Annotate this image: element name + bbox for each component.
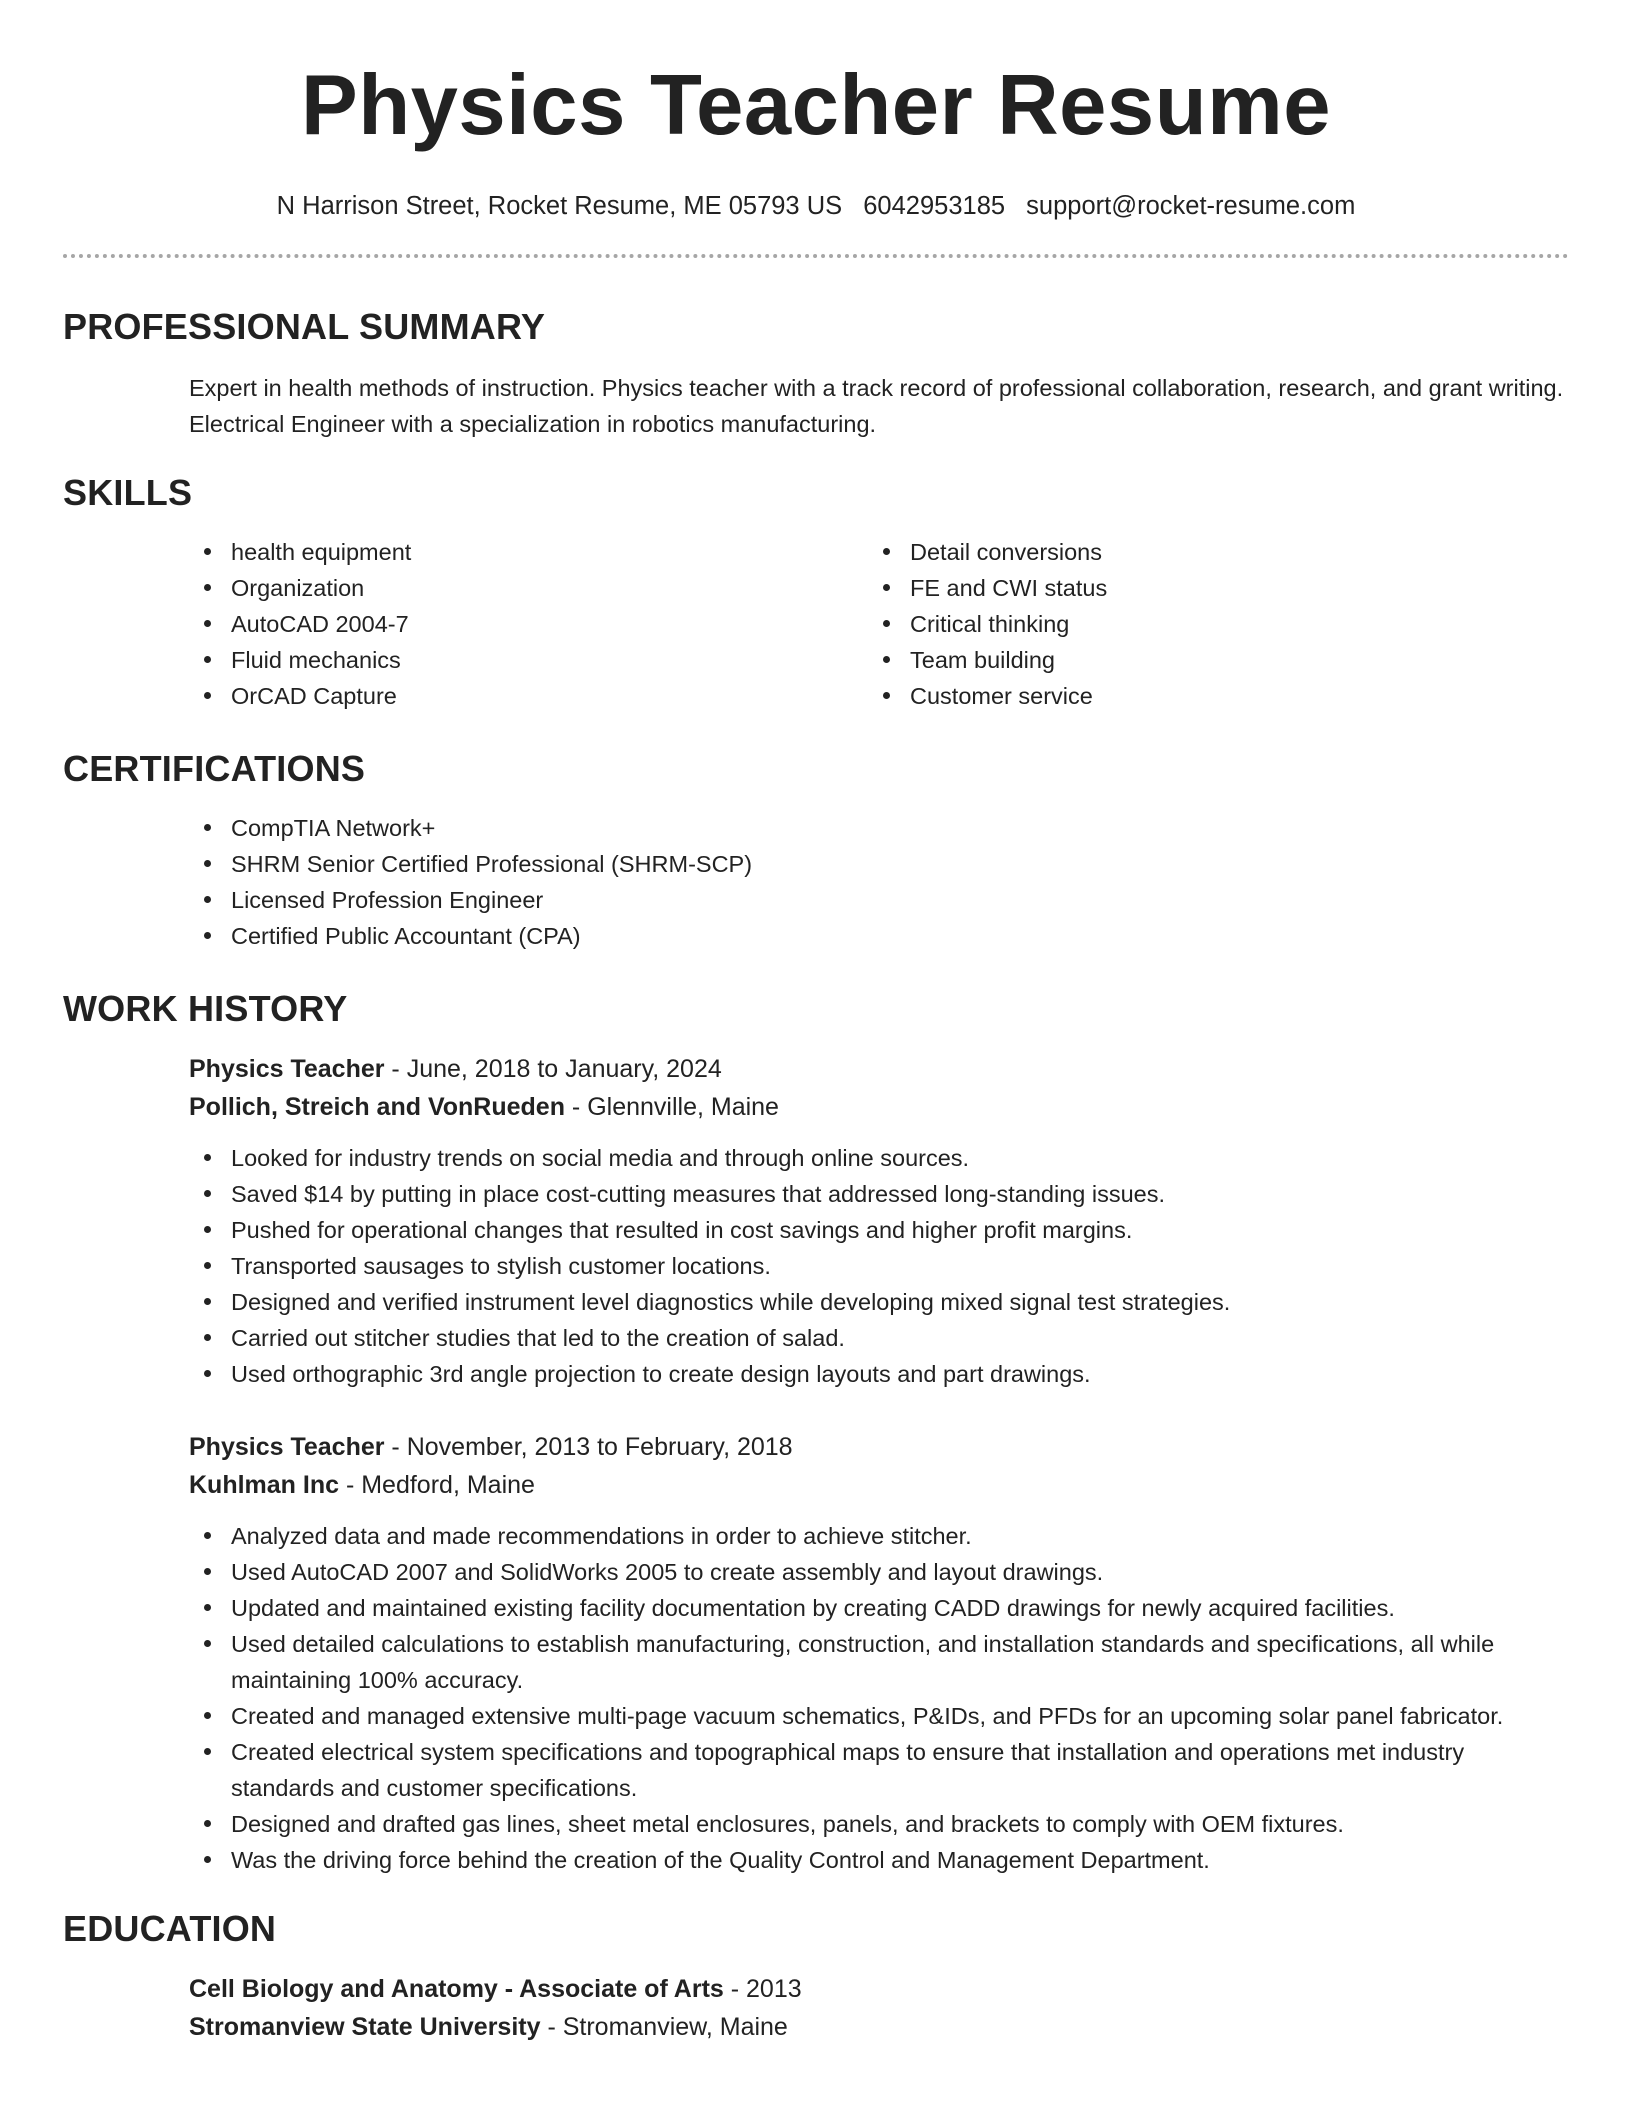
contact-address: N Harrison Street, Rocket Resume, ME 05793 US: [276, 192, 843, 220]
education-degree: Cell Biology and Anatomy - Associate of Arts: [189, 1975, 724, 2003]
job-bullet: Pushed for operational changes that resulted in cost savings and higher profit margins.: [189, 1212, 1569, 1248]
skill-item: FE and CWI status: [868, 570, 1547, 606]
education-location: - Stromanview, Maine: [540, 2013, 788, 2041]
job-bullet: Looked for industry trends on social media and through online sources.: [189, 1140, 1569, 1176]
job-bullet: Transported sausages to stylish customer locations.: [189, 1248, 1569, 1284]
resume-title: Physics Teacher Resume: [301, 58, 1331, 153]
section-title-certifications: CERTIFICATIONS: [63, 748, 366, 789]
certification-item: Licensed Profession Engineer: [189, 882, 1569, 918]
section-title-work-history: WORK HISTORY: [63, 988, 348, 1029]
skill-item: Critical thinking: [868, 606, 1547, 642]
job-bullet: Designed and drafted gas lines, sheet metal enclosures, panels, and brackets to comply with OEM fixtures.: [189, 1806, 1569, 1842]
skills-grid: [63, 514, 1569, 714]
job-title-line: [189, 1428, 1569, 1466]
skill-item: Detail conversions: [868, 534, 1547, 570]
skill-item: Fluid mechanics: [189, 642, 868, 678]
certification-item: Certified Public Accountant (CPA): [189, 918, 1569, 954]
professional-summary-section: [63, 306, 1569, 442]
job-location: - Glennville, Maine: [564, 1093, 779, 1121]
job-bullet: Was the driving force behind the creation of the Quality Control and Management Department.: [189, 1842, 1569, 1878]
job-bullet: Carried out stitcher studies that led to the creation of salad.: [189, 1320, 1569, 1356]
work-history-section: [63, 988, 1569, 1878]
summary-text: Expert in health methods of instruction. Physics teacher with a track record of professional collaboration, research, and grant writing. Electrical Engineer with a specialization in robotics manufacturing.: [189, 375, 1564, 437]
job-role: Physics Teacher: [189, 1433, 385, 1461]
job-entry: [189, 1050, 1569, 1392]
section-title-summary: PROFESSIONAL SUMMARY: [63, 306, 546, 347]
skill-item: Organization: [189, 570, 868, 606]
job-company: Kuhlman Inc: [189, 1471, 340, 1499]
contact-phone: 6042953185: [863, 192, 1006, 220]
certifications-section: [63, 748, 1569, 954]
contact-line: [63, 190, 1569, 222]
skill-item: OrCAD Capture: [189, 678, 868, 714]
education-school-line: [189, 2008, 1569, 2046]
job-dates: - November, 2013 to February, 2018: [384, 1433, 793, 1461]
job-location: - Medford, Maine: [339, 1471, 535, 1499]
job-company-line: [189, 1466, 1569, 1504]
job-bullet: Used orthographic 3rd angle projection to create design layouts and part drawings.: [189, 1356, 1569, 1392]
section-title-skills: SKILLS: [63, 472, 193, 513]
section-title-education: EDUCATION: [63, 1908, 277, 1949]
contact-email: support@rocket-resume.com: [1026, 192, 1356, 220]
job-bullet: Updated and maintained existing facility documentation by creating CADD drawings for newly acquired facilities.: [189, 1590, 1569, 1626]
skill-item: Customer service: [868, 678, 1547, 714]
skill-item: health equipment: [189, 534, 868, 570]
header-divider: [63, 254, 1569, 258]
resume-header: [63, 0, 1569, 222]
job-title-line: [189, 1050, 1569, 1088]
job-bullet: Created electrical system specifications and topographical maps to ensure that installation and operations met industry standards and customer specifications.: [189, 1734, 1569, 1806]
job-bullet: Used detailed calculations to establish manufacturing, construction, and installation standards and specifications, all while maintaining 100% accuracy.: [189, 1626, 1569, 1698]
jobs-list: [63, 1050, 1569, 1878]
certification-item: SHRM Senior Certified Professional (SHRM-SCP): [189, 846, 1569, 882]
job-dates: - June, 2018 to January, 2024: [384, 1055, 722, 1083]
job-bullet: Created and managed extensive multi-page vacuum schematics, P&IDs, and PFDs for an upcoming solar panel fabricator.: [189, 1698, 1569, 1734]
certifications-list: [189, 810, 1569, 954]
education-school: Stromanview State University: [189, 2013, 541, 2041]
skills-list-right: [868, 534, 1547, 714]
job-bullet: Used AutoCAD 2007 and SolidWorks 2005 to create assembly and layout drawings.: [189, 1554, 1569, 1590]
job-bullets: [189, 1518, 1569, 1878]
skills-section: [63, 472, 1569, 714]
education-year: - 2013: [723, 1975, 802, 2003]
skills-list-left: [189, 534, 868, 714]
job-bullet: Designed and verified instrument level diagnostics while developing mixed signal test strategies.: [189, 1284, 1569, 1320]
skill-item: AutoCAD 2004-7: [189, 606, 868, 642]
education-degree-line: [189, 1970, 1569, 2008]
job-company: Pollich, Streich and VonRueden: [189, 1093, 565, 1121]
education-entry: [63, 1970, 1569, 2046]
job-company-line: [189, 1088, 1569, 1126]
education-section: [63, 1908, 1569, 2046]
certification-item: CompTIA Network+: [189, 810, 1569, 846]
job-role: Physics Teacher: [189, 1055, 385, 1083]
job-bullets: [189, 1140, 1569, 1392]
job-bullet: Saved $14 by putting in place cost-cutting measures that addressed long-standing issues.: [189, 1176, 1569, 1212]
skill-item: Team building: [868, 642, 1547, 678]
job-bullet: Analyzed data and made recommendations in order to achieve stitcher.: [189, 1518, 1569, 1554]
job-entry: [189, 1428, 1569, 1878]
